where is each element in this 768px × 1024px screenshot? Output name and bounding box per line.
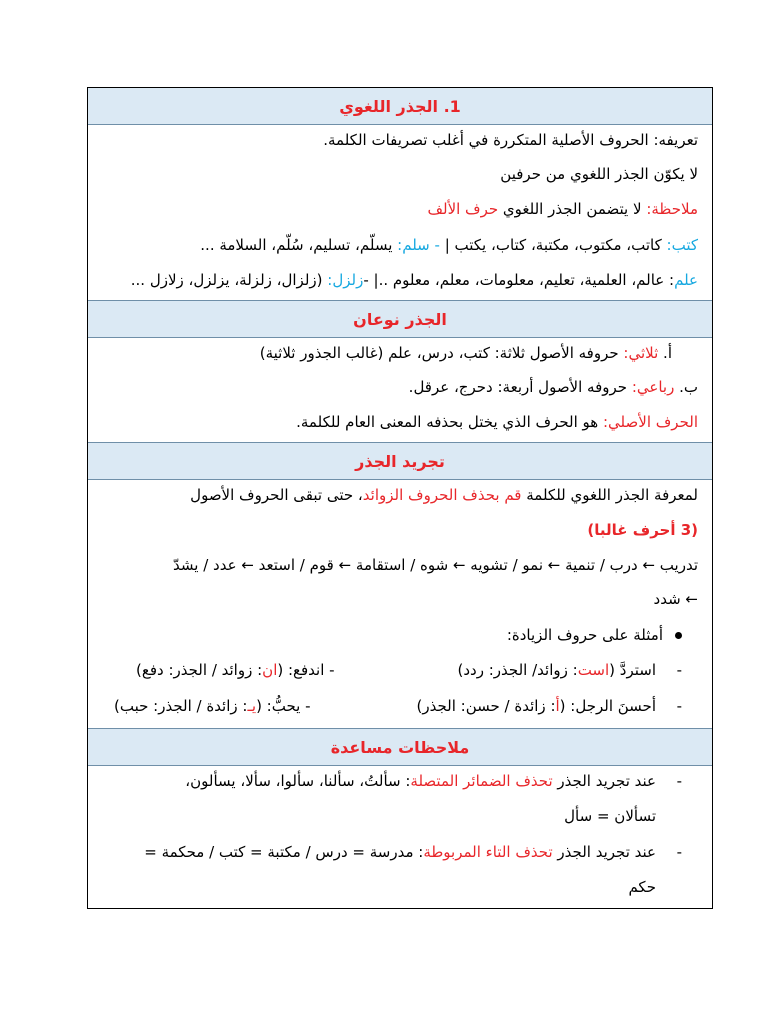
text-segment: ، حتى تبقى الحروف الأصول — [190, 486, 363, 504]
note-item-1-cont — [100, 802, 656, 830]
example-label-ktb: كتب: — [666, 236, 698, 254]
training-text: ← شدد — [653, 590, 698, 608]
training-text: تدريب ← درب / تنمية ← نمو / تشويه ← شوه / استقامة ← قوم / استعد ← عدد / يشدّ — [173, 556, 698, 574]
divider — [88, 479, 712, 480]
note-item-2 — [100, 838, 682, 866]
text-segment: حكم — [628, 878, 656, 896]
text-highlight: تحذف التاء المربوطة — [423, 843, 553, 861]
text-segment: عند تجريد الجذر — [552, 772, 656, 790]
note-item-2-cont — [100, 873, 656, 901]
text-segment: - اندفع: ( — [277, 661, 335, 679]
text-segment: : سألتُ، سألنا، سألوا، سألا، يسألون، — [185, 772, 411, 790]
original-letter-text: هو الحرف الذي يختل بحذفه المعنى العام للكلمة. — [296, 413, 603, 431]
dash-marker: - — [676, 697, 682, 715]
item-label-trilateral: ثلاثي: — [623, 344, 659, 362]
text-segment: عند تجريد الجذر — [552, 843, 656, 861]
item-label-quadrilateral: رباعي: — [631, 378, 675, 396]
examples-title: أمثلة على حروف الزيادة: — [506, 626, 663, 644]
text-segment: : زوائد/ الجذر: ردد) — [457, 661, 578, 679]
stripping-line-1 — [100, 481, 698, 509]
text-segment: لمعرفة الجذر اللغوي للكلمة — [521, 486, 698, 504]
example-line-ktb — [100, 231, 698, 259]
text-highlight: قم بحذف الحروف الزوائد — [362, 486, 522, 504]
text-segment: : زوائد / الجذر: دفع) — [136, 661, 263, 679]
text-highlight: ان — [262, 661, 278, 679]
text-segment: : زائدة / حسن: الجذر) — [416, 697, 556, 715]
examples-row-1-left — [136, 656, 335, 684]
examples-title-line — [100, 621, 682, 649]
note-line — [100, 195, 698, 223]
divider — [88, 765, 712, 766]
text-highlight: أ — [555, 697, 560, 715]
section-title: الجذر نوعان — [353, 309, 447, 329]
note-highlight: حرف الألف — [427, 200, 499, 218]
example-text-slm: يسلّم، تسليم، سُلّم، السلامة ... — [200, 236, 398, 254]
training-line-1 — [100, 551, 698, 579]
type-item-a — [100, 339, 698, 367]
item-prefix: أ. — [658, 344, 672, 362]
item-prefix: ب. — [674, 378, 698, 396]
rule-text: لا يكوّن الجذر اللغوي من حرفين — [500, 165, 698, 183]
text-highlight: يـ — [247, 697, 257, 715]
note-label: ملاحظة: — [646, 200, 698, 218]
divider — [88, 124, 712, 125]
original-letter-line — [100, 408, 698, 436]
type-item-b — [100, 373, 698, 401]
bullet-icon — [675, 632, 682, 639]
text-segment: : مدرسة = درس / مكتبة = كتب / محكمة = — [144, 843, 424, 861]
section-title: 1. الجذر اللغوي — [339, 96, 461, 116]
definition-line — [100, 126, 698, 154]
definition-text: تعريفه: الحروف الأصلية المتكررة في أغلب تصريفات الكلمة. — [323, 131, 698, 149]
section-header-notes — [88, 729, 712, 765]
text-segment: استردَّ ( — [609, 661, 656, 679]
examples-row-2-left — [114, 692, 311, 720]
text-segment: تسألان = سأل — [564, 807, 656, 825]
original-letter-label: الحرف الأصلي: — [603, 413, 698, 431]
item-text: حروفه الأصول أربعة: دحرج، عرقل. — [408, 378, 632, 396]
example-label-slm: - سلم: — [397, 236, 440, 254]
section-header-types — [88, 301, 712, 337]
rule-line — [100, 160, 698, 188]
training-line-2 — [100, 585, 698, 613]
example-line-elm — [100, 266, 698, 294]
item-text: حروفه الأصول ثلاثة: كتب، درس، علم (غالب الجذور ثلاثية) — [259, 344, 624, 362]
section-header-stripping — [88, 443, 712, 479]
section-title: تجريد الجذر — [355, 451, 445, 471]
stripping-line-2 — [100, 516, 698, 544]
note-item-1 — [100, 767, 682, 795]
text-highlight: تحذف الضمائر المتصلة — [410, 772, 553, 790]
example-text-zlzl: (زلزال، زلزلة، يزلزل، زلازل ... — [130, 271, 328, 289]
dash-marker: - — [676, 772, 682, 790]
section-header-root — [88, 88, 712, 124]
text-segment: : زائدة / الجذر: حبب) — [114, 697, 248, 715]
example-label-zlzl: زلزل: — [327, 271, 364, 289]
example-label-elm: علم — [674, 271, 698, 289]
note-text: لا يتضمن الجذر اللغوي — [498, 200, 647, 218]
dash-marker: - — [676, 661, 682, 679]
section-title: ملاحظات مساعدة — [330, 737, 470, 757]
document-frame — [87, 87, 713, 909]
divider — [88, 337, 712, 338]
example-text-ktb: كاتب، مكتوب، مكتبة، كتاب، يكتب | — [439, 236, 667, 254]
text-segment: - يحبُّ: ( — [256, 697, 311, 715]
dash-marker: - — [676, 843, 682, 861]
text-highlight-bold: (3 أحرف غالبا) — [587, 521, 698, 539]
text-segment: أحسنَ الرجل: ( — [559, 697, 656, 715]
example-text-elm: : عالم، العلمية، تعليم، معلومات، معلم، معلوم ..| - — [363, 271, 675, 289]
text-highlight: است — [577, 661, 610, 679]
